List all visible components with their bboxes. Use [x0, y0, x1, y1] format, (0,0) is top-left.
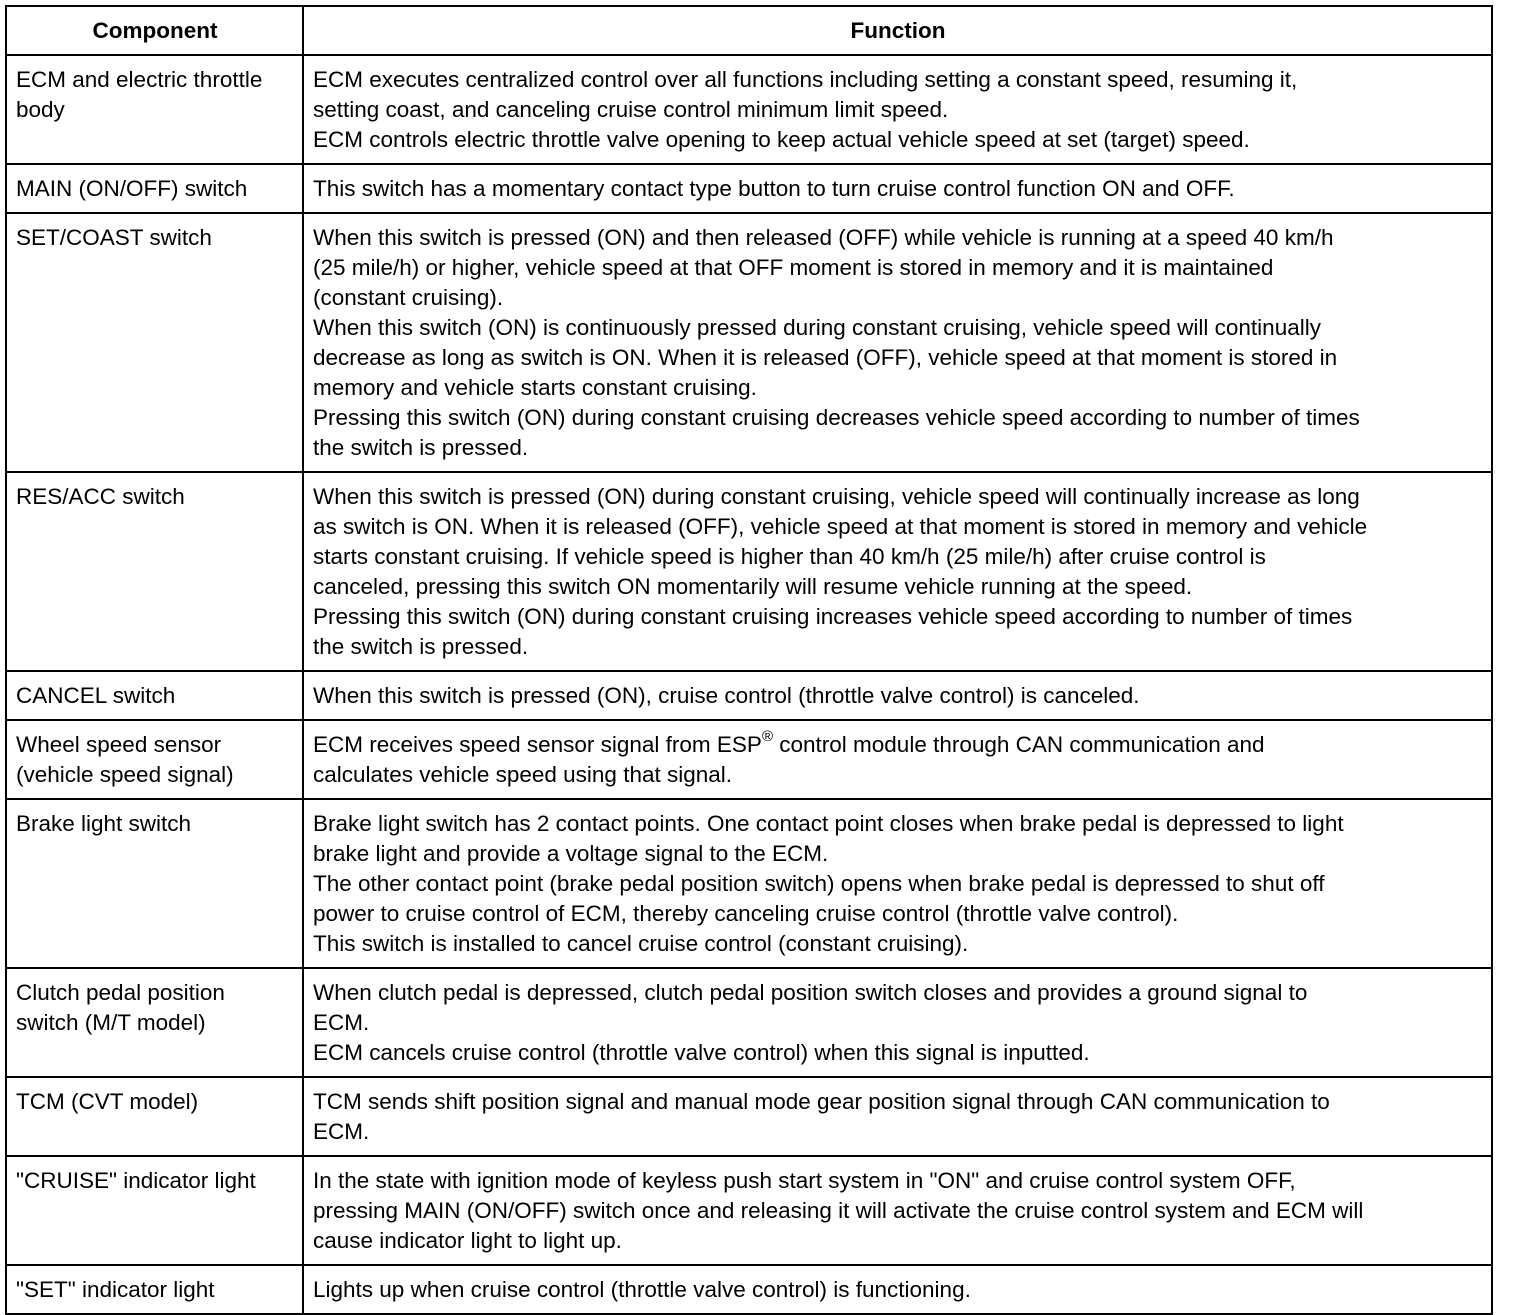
component-line: (vehicle speed signal): [16, 762, 234, 787]
table-row: [6, 1156, 1492, 1265]
registered-mark: ®: [761, 727, 773, 745]
table-row: [6, 472, 1492, 671]
function-line: In the state with ignition mode of keyless push start system in "ON" and cruise control system OFF,: [313, 1168, 1296, 1193]
component-cell: [6, 1077, 303, 1156]
function-cell: [303, 671, 1492, 720]
function-line: This switch has a momentary contact type button to turn cruise control function ON and OFF.: [313, 176, 1235, 201]
function-line: as switch is ON. When it is released (OFF), vehicle speed at that moment is stored in memory and vehicle: [313, 514, 1368, 539]
function-cell: [303, 472, 1492, 671]
function-line: pressing MAIN (ON/OFF) switch once and releasing it will activate the cruise control system and ECM will: [313, 1198, 1364, 1223]
table-row: [6, 720, 1492, 799]
table-row: [6, 1265, 1492, 1314]
function-line: (constant cruising).: [313, 285, 504, 310]
component-line: Clutch pedal position: [16, 980, 225, 1005]
function-line: When this switch is pressed (ON) during constant cruising, vehicle speed will continually increase as long: [313, 484, 1360, 509]
function-line: Lights up when cruise control (throttle valve control) is functioning.: [313, 1277, 971, 1302]
function-line: decrease as long as switch is ON. When it is released (OFF), vehicle speed at that moment is stored in: [313, 345, 1338, 370]
function-line: TCM sends shift position signal and manual mode gear position signal through CAN communication to: [313, 1089, 1330, 1114]
component-line: TCM (CVT model): [16, 1089, 199, 1114]
function-line: [313, 727, 1483, 760]
component-line: Wheel speed sensor: [16, 732, 222, 757]
function-line: memory and vehicle starts constant cruising.: [313, 375, 757, 400]
component-cell: [6, 472, 303, 671]
component-cell: [6, 799, 303, 968]
function-line: canceled, pressing this switch ON momentarily will resume vehicle running at the speed.: [313, 574, 1193, 599]
component-cell: [6, 671, 303, 720]
function-line: When this switch is pressed (ON), cruise control (throttle valve control) is canceled.: [313, 683, 1140, 708]
table-row: [6, 1077, 1492, 1156]
function-line: This switch is installed to cancel cruise control (constant cruising).: [313, 931, 969, 956]
function-line: The other contact point (brake pedal position switch) opens when brake pedal is depressed to shut off: [313, 871, 1325, 896]
function-line: When clutch pedal is depressed, clutch pedal position switch closes and provides a ground signal to: [313, 980, 1308, 1005]
function-cell: [303, 720, 1492, 799]
component-cell: [6, 1156, 303, 1265]
function-cell: [303, 213, 1492, 472]
component-line: CANCEL switch: [16, 683, 176, 708]
function-line: When this switch is pressed (ON) and then released (OFF) while vehicle is running at a speed 40 km/h: [313, 225, 1334, 250]
function-line: Brake light switch has 2 contact points. One contact point closes when brake pedal is depressed to light: [313, 811, 1344, 836]
component-line: SET/COAST switch: [16, 225, 212, 250]
esp-text-after: control module through CAN communication and: [773, 732, 1265, 757]
function-cell: [303, 968, 1492, 1077]
component-line: "CRUISE" indicator light: [16, 1168, 256, 1193]
component-line: "SET" indicator light: [16, 1277, 215, 1302]
function-cell: [303, 799, 1492, 968]
function-cell: [303, 1156, 1492, 1265]
component-cell: [6, 720, 303, 799]
table-row: [6, 55, 1492, 164]
header-component: Component: [6, 6, 303, 55]
component-line: RES/ACC switch: [16, 484, 185, 509]
component-line: ECM and electric throttle: [16, 67, 263, 92]
function-line: Pressing this switch (ON) during constant cruising decreases vehicle speed according to number of times: [313, 405, 1360, 430]
function-line: ECM.: [313, 1010, 370, 1035]
function-line: Pressing this switch (ON) during constant cruising increases vehicle speed according to number of times: [313, 604, 1353, 629]
function-line: starts constant cruising. If vehicle speed is higher than 40 km/h (25 mile/h) after cruise control is: [313, 544, 1266, 569]
function-line: the switch is pressed.: [313, 435, 529, 460]
function-line: ECM.: [313, 1119, 370, 1144]
function-line: calculates vehicle speed using that signal.: [313, 762, 733, 787]
table-row: [6, 213, 1492, 472]
component-cell: [6, 968, 303, 1077]
function-line: the switch is pressed.: [313, 634, 529, 659]
function-line: ECM cancels cruise control (throttle valve control) when this signal is inputted.: [313, 1040, 1090, 1065]
component-line: Brake light switch: [16, 811, 192, 836]
table-row: [6, 671, 1492, 720]
table-row: [6, 968, 1492, 1077]
esp-text-before: ECM receives speed sensor signal from ESP: [313, 732, 762, 757]
function-cell: [303, 1265, 1492, 1314]
function-cell: [303, 164, 1492, 213]
component-line: body: [16, 97, 65, 122]
component-cell: [6, 164, 303, 213]
function-line: brake light and provide a voltage signal to the ECM.: [313, 841, 829, 866]
component-cell: [6, 1265, 303, 1314]
table-header-row: [6, 6, 1492, 55]
component-line: MAIN (ON/OFF) switch: [16, 176, 248, 201]
component-function-table-container: [5, 5, 1491, 1315]
function-cell: [303, 1077, 1492, 1156]
component-function-table: [5, 5, 1493, 1315]
function-line: setting coast, and canceling cruise control minimum limit speed.: [313, 97, 949, 122]
function-line: When this switch (ON) is continuously pressed during constant cruising, vehicle speed will continually: [313, 315, 1321, 340]
function-cell: [303, 55, 1492, 164]
function-line: power to cruise control of ECM, thereby canceling cruise control (throttle valve control).: [313, 901, 1179, 926]
table-row: [6, 164, 1492, 213]
table-row: [6, 799, 1492, 968]
function-line: (25 mile/h) or higher, vehicle speed at that OFF moment is stored in memory and it is maintained: [313, 255, 1274, 280]
function-line: ECM controls electric throttle valve opening to keep actual vehicle speed at set (target) speed.: [313, 127, 1250, 152]
component-line: switch (M/T model): [16, 1010, 206, 1035]
component-cell: [6, 55, 303, 164]
header-function: Function: [303, 6, 1492, 55]
function-line: cause indicator light to light up.: [313, 1228, 622, 1253]
function-line: ECM executes centralized control over all functions including setting a constant speed, resuming it,: [313, 67, 1298, 92]
component-cell: [6, 213, 303, 472]
